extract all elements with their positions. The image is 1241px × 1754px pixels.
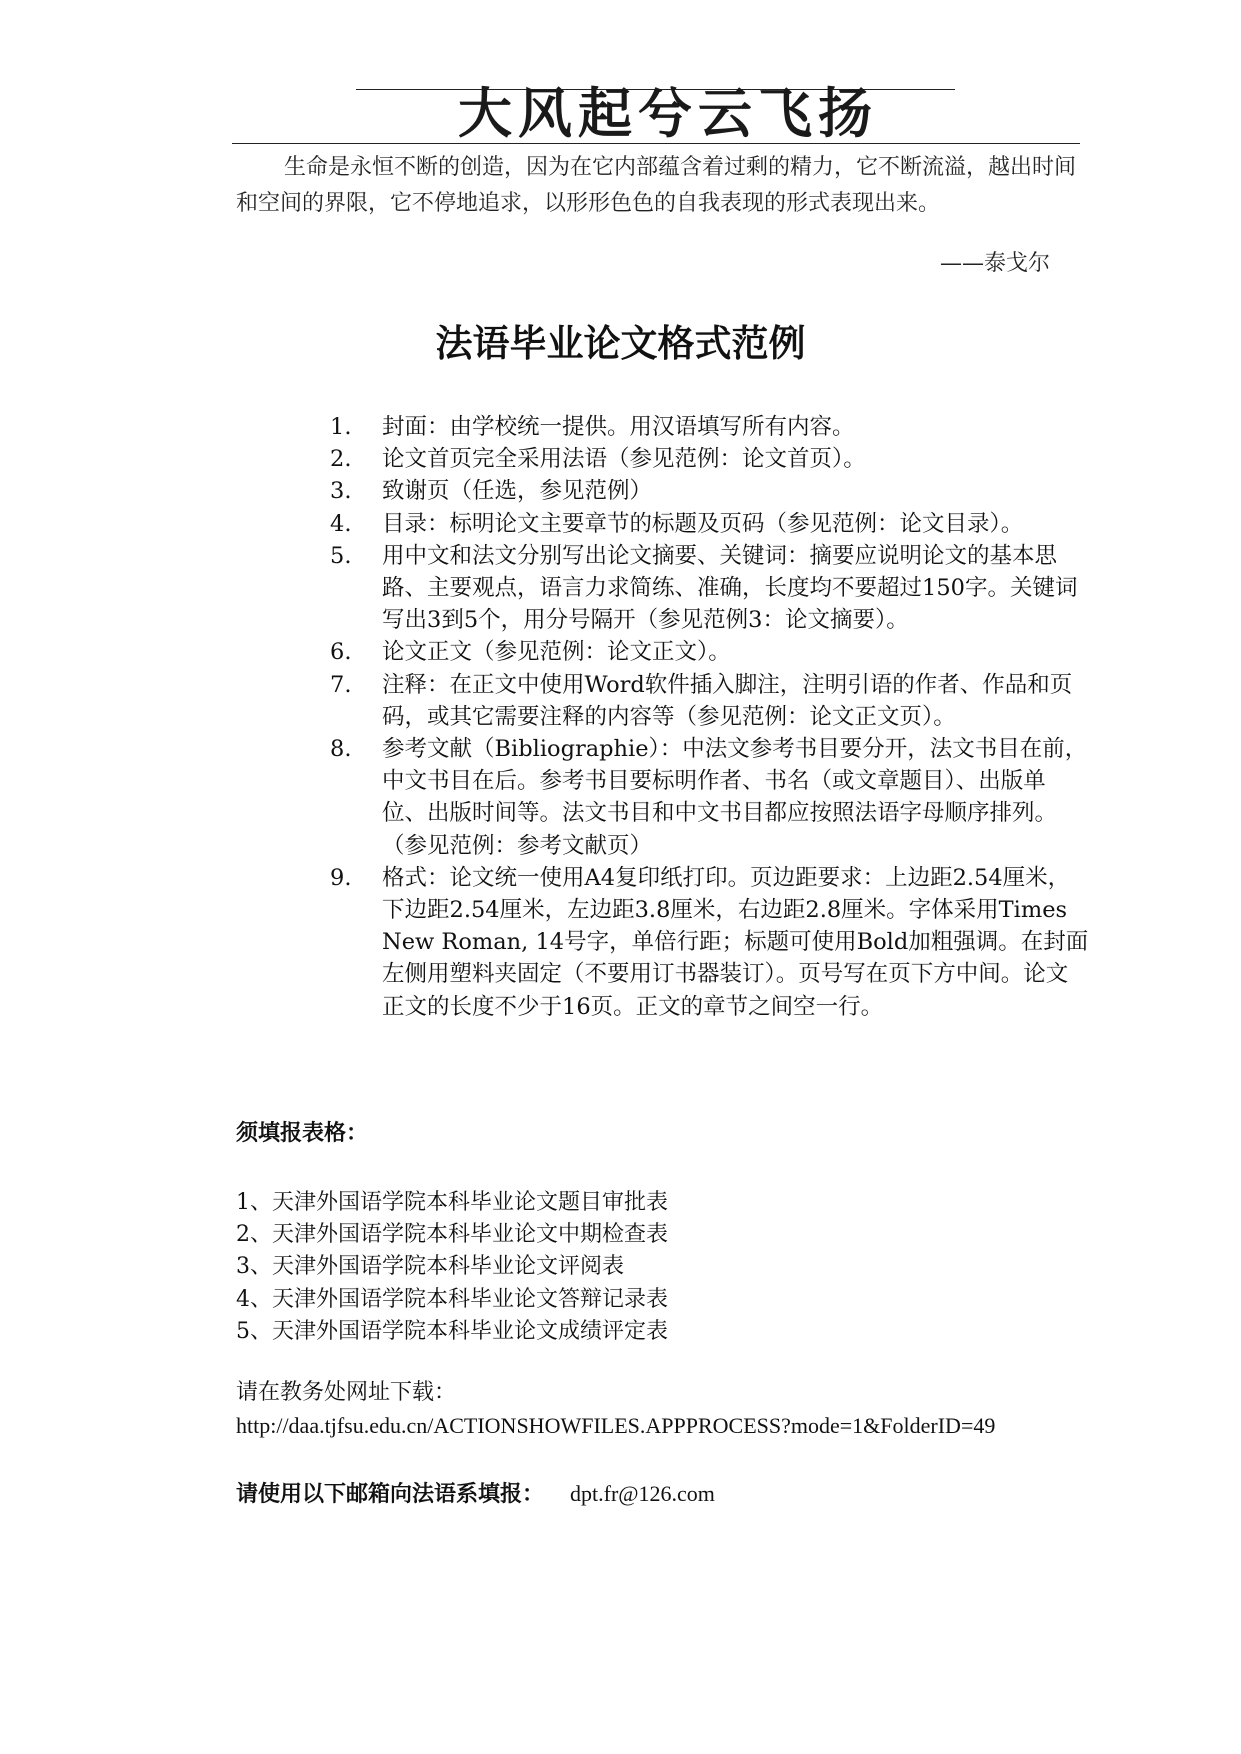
requirement-item xyxy=(330,862,1090,1023)
document-title: 法语毕业论文格式范例 xyxy=(435,322,806,365)
requirement-number: 3. xyxy=(330,478,352,505)
epigraph-quote: 生命是永恒不断的创造，因为在它内部蕴含着过剩的精力，它不断流溢，越出时间和空间的界限，它不停地追求，以形形色色的自我表现的形式表现出来。 xyxy=(236,155,1077,216)
requirement-number: 8. xyxy=(330,736,352,763)
download-url: http://daa.tjfsu.edu.cn/ACTIONSHOWFILES.APPPROCESS?mode=1&FolderID=49 xyxy=(236,1413,996,1438)
requirement-text: 注释：在正文中使用Word软件插入脚注，注明引语的作者、作品和页码，或其它需要注释的内容等（参见范例：论文正文页）。 xyxy=(382,671,1073,730)
requirement-text: 目录：标明论文主要章节的标题及页码（参见范例：论文目录）。 xyxy=(382,510,1024,537)
requirement-text: 参考文献（Bibliographie）：中法文参考书目要分开，法文书目在前，中文书目在后。参考书目要标明作者、书名（或文章题目）、出版单位、出版时间等。法文书目和中文书目都应按照法语字母顺序排列。（参见范例：参考文献页） xyxy=(382,736,1088,859)
requirement-number: 7. xyxy=(330,671,352,698)
requirement-text: 论文首页完全采用法语（参见范例：论文首页）。 xyxy=(382,446,866,473)
requirement-item xyxy=(330,669,1090,733)
requirement-number: 4. xyxy=(330,510,352,537)
requirement-number: 9. xyxy=(330,864,352,891)
requirements-list xyxy=(330,411,1090,1023)
requirement-item xyxy=(330,508,1090,540)
download-label: 请在教务处网址下载： xyxy=(236,1380,457,1405)
form-item: 1、天津外国语学院本科毕业论文题目审批表 xyxy=(236,1190,668,1215)
requirement-text: 论文正文（参见范例：论文正文）。 xyxy=(382,639,731,666)
email-row xyxy=(236,1478,715,1511)
requirement-number: 2. xyxy=(330,446,352,473)
banner-bottom-rule xyxy=(232,143,1080,144)
epigraph-attribution: ——泰戈尔 xyxy=(939,251,1050,276)
requirement-item xyxy=(330,411,1090,443)
requirement-item xyxy=(330,475,1090,507)
form-item: 5、天津外国语学院本科毕业论文成绩评定表 xyxy=(236,1318,668,1344)
email-label: 请使用以下邮箱向法语系填报： xyxy=(236,1482,545,1507)
requirement-text: 用中文和法文分别写出论文摘要、关键词：摘要应说明论文的基本思路、主要观点，语言力求简练、准确，长度均不要超过150字。关键词写出3到5个，用分号隔开（参见范例3：论文摘要）。 xyxy=(382,542,1078,634)
form-item: 2、天津外国语学院本科毕业论文中期检查表 xyxy=(236,1222,668,1248)
requirement-text: 格式：论文统一使用A4复印纸打印。页边距要求：上边距2.54厘米，下边距2.54厘米，左边距3.8厘米，右边距2.8厘米。字体采用Times New Roman, 14号字，单倍行距；标题可使用Bold加粗强调。在封面左侧用塑料夹固定（不要用订书器装订）。页号写在页下方中间。论文正文的长度不少于16页。正文的章节之间空一行。 xyxy=(382,864,1089,1020)
requirement-number: 6. xyxy=(330,639,352,666)
requirement-text: 致谢页（任选，参见范例） xyxy=(382,478,653,505)
requirement-item xyxy=(330,443,1090,475)
forms-heading: 须填报表格： xyxy=(236,1121,369,1146)
requirement-item xyxy=(330,733,1090,862)
form-item: 4、天津外国语学院本科毕业论文答辩记录表 xyxy=(236,1286,668,1312)
forms-list xyxy=(236,1187,668,1348)
requirement-item xyxy=(330,540,1090,637)
requirement-number: 5. xyxy=(330,542,352,569)
form-item: 3、天津外国语学院本科毕业论文评阅表 xyxy=(236,1254,624,1280)
banner-calligraphy: 大风起兮云飞扬 xyxy=(458,81,878,145)
requirement-number: 1. xyxy=(330,414,352,440)
requirement-item xyxy=(330,636,1090,668)
email-address: dpt.fr@126.com xyxy=(570,1481,715,1506)
requirement-text: 封面：由学校统一提供。用汉语填写所有内容。 xyxy=(382,414,855,440)
